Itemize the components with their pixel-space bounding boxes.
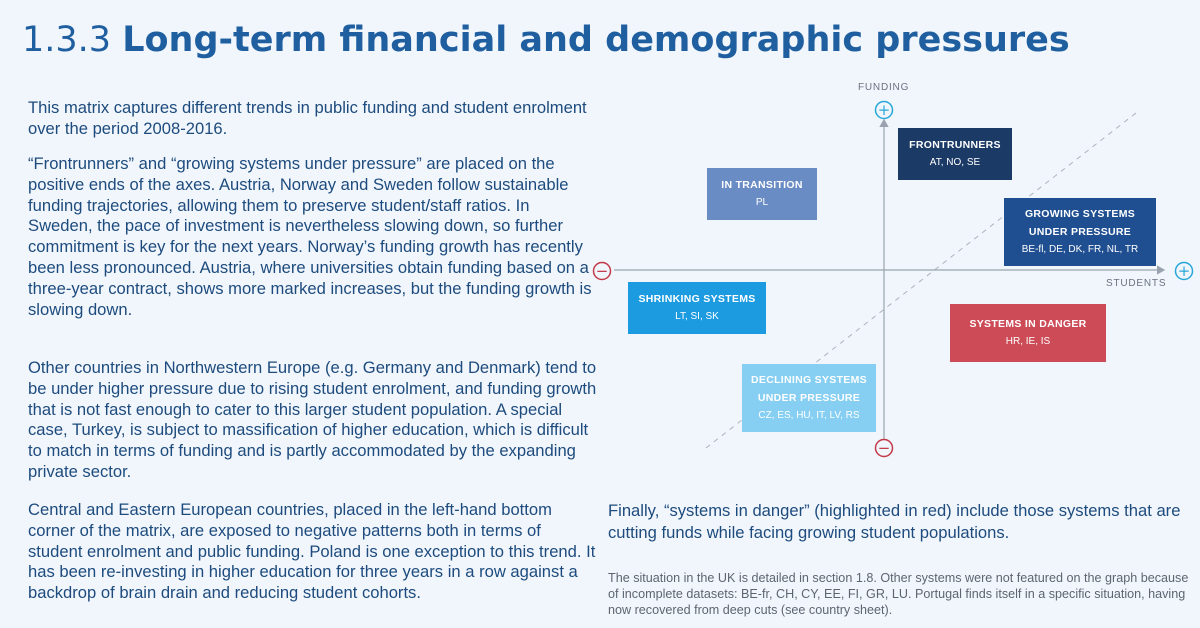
- group-systems-in-danger: [950, 304, 1106, 362]
- group-name-line2: UNDER PRESSURE: [757, 392, 861, 404]
- group-name-line2: UNDER PRESSURE: [1028, 226, 1132, 238]
- svg-text:+: +: [1177, 262, 1191, 280]
- paragraph-intro: This matrix captures different trends in public funding and student enrolment over the period 2008-2016.: [28, 98, 587, 138]
- group-codes: LT, SI, SK: [675, 311, 719, 322]
- page-title: [22, 20, 1070, 60]
- group-codes: HR, IE, IS: [1005, 336, 1051, 347]
- paragraph-northwestern: Other countries in Northwestern Europe (e.g. Germany and Denmark) tend to be under higher pressure due to rising student enrolment, and funding growth that is not fast enough to cater to this larger student population. A special case, Turkey, is subject to massification of higher education, which is difficult to match in terms of funding and is partly accommodated by the expanding private sector.: [28, 358, 597, 481]
- group-name: IN TRANSITION: [721, 179, 803, 191]
- group-codes: PL: [755, 197, 769, 208]
- matrix-axes: [586, 78, 1196, 468]
- group-frontrunners: [898, 128, 1012, 180]
- funding-students-matrix: [586, 78, 1196, 468]
- paragraph-frontrunners: “Frontrunners” and “growing systems under pressure” are placed on the positive ends of the axes. Austria, Norway and Sweden follow sustainable funding trajectories, allowing them to preserve student/staff ratios. In Sweden, the pace of investment is nevertheless slowing down, so further commitment is key for the next years. Norway’s funding growth has recently been less pronounced. Austria, where universities obtain funding based on a three-year contract, shows more marked increases, but the funding growth is slowing down.: [28, 154, 592, 319]
- section-number: 1.3.3: [22, 20, 112, 60]
- funding-axis-label: FUNDING: [858, 82, 910, 93]
- students-axis-label: STUDENTS: [1106, 278, 1167, 289]
- group-codes: AT, NO, SE: [929, 157, 981, 168]
- svg-text:+: +: [877, 101, 891, 119]
- group-name: FRONTRUNNERS: [909, 139, 1001, 151]
- group-name-line1: DECLINING SYSTEMS: [751, 374, 867, 386]
- group-in-transition: [707, 168, 817, 220]
- paragraph-central-eastern: Central and Eastern European countries, placed in the left-hand bottom corner of the matrix, are exposed to negative patterns both in terms of student enrolment and public funding. Poland is one exception to this trend. It has been re-investing in higher education for three years in a row against a backdrop of brain drain and reducing student cohorts.: [28, 500, 596, 603]
- group-codes: CZ, ES, HU, IT, LV, RS: [758, 410, 860, 421]
- svg-text:−: −: [595, 262, 609, 280]
- paragraph-systems-in-danger: Finally, “systems in danger” (highlighted in red) include those systems that are cutting funds while facing growing student populations.: [608, 501, 1181, 542]
- group-name: SHRINKING SYSTEMS: [638, 293, 756, 305]
- group-name-line1: GROWING SYSTEMS: [1024, 208, 1136, 220]
- svg-text:−: −: [877, 439, 891, 457]
- group-declining-systems: [742, 364, 876, 432]
- group-name: SYSTEMS IN DANGER: [969, 318, 1087, 330]
- group-codes: BE-fl, DE, DK, FR, NL, TR: [1021, 244, 1139, 255]
- section-title: Long-term financial and demographic pressures: [122, 20, 1070, 60]
- group-growing-systems: [1004, 198, 1156, 266]
- footnote: The situation in the UK is detailed in section 1.8. Other systems were not featured on the graph because of incomplete datasets: BE-fr, CH, CY, EE, FI, GR, LU. Portugal finds itself in a specific situation, having now recovered from deep cuts (see country sheet).: [608, 571, 1189, 617]
- group-shrinking-systems: [628, 282, 766, 334]
